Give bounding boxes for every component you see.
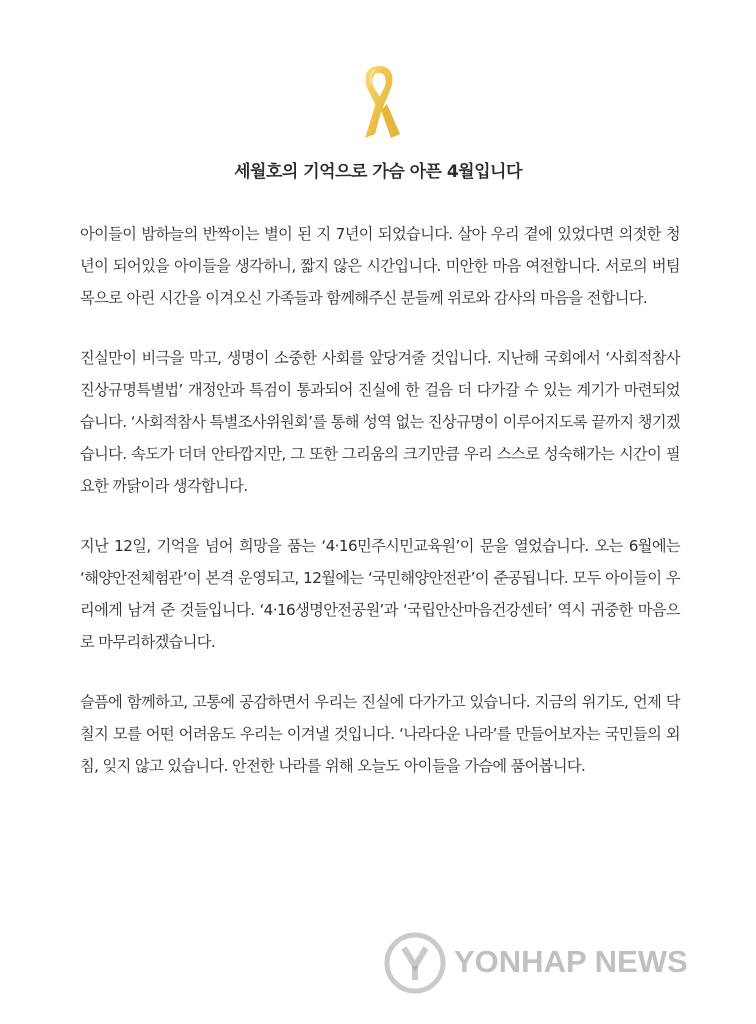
paragraph-2: 진실만이 비극을 막고, 생명이 소중한 사회를 앞당겨줄 것입니다. 지난해 국회에서 ‘사회적참사 진상규명특별법’ 개정안과 특검이 통과되어 진실에 한 걸음 더 다가갈 수 있는 계기가 마련되었습니다. ‘사회적참사 특별조사위원회’를 통해 성역 없는 진상규명이 이루어지도록 끝까지 챙기겠습니다. 속도가 더뎌 안타깝지만, 그 또한 그리움의 크기만큼 우리 스스로 성숙해가는 시간이 필요한 까닭이라 생각합니다.: [80, 349, 680, 495]
paragraph-4: 슬픔에 함께하고, 고통에 공감하면서 우리는 진실에 다가가고 있습니다. 지금의 위기도, 언제 닥칠지 모를 어떤 어려움도 우리는 이겨낼 것입니다. ‘나라다운 나라’를 만들어보자는 국민들의 외침, 잊지 않고 있습니다. 안전한 나라를 위해 오늘도 아이들을 가슴에 품어봅니다.: [80, 693, 680, 775]
yonhap-logo-icon: [384, 932, 446, 994]
letter-body: [80, 218, 680, 810]
paragraph-1: 아이들이 밤하늘의 반짝이는 별이 된 지 7년이 되었습니다. 살아 우리 곁에 있었다면 의젓한 청년이 되어있을 아이들을 생각하니, 짧지 않은 시간입니다. 미안한 마음 여전합니다. 서로의 버팀목으로 아린 시간을 이겨오신 가족들과 함께해주신 분들께 위로와 감사의 마음을 전합니다.: [80, 225, 680, 307]
page-title: 세월호의 기억으로 가슴 아픈 4월입니다: [234, 162, 522, 182]
watermark-text: YONHAP NEWS: [454, 944, 688, 979]
yellow-ribbon-icon: [355, 62, 403, 142]
paragraph-3: 지난 12일, 기억을 넘어 희망을 품는 ‘4·16민주시민교육원’이 문을 열었습니다. 오는 6월에는 ‘해양안전체험관’이 본격 운영되고, 12월에는 ‘국민해양안전관’이 준공됩니다. 모두 아이들이 우리에게 남겨 준 것들입니다. ‘4·16생명안전공원’과 ‘국립안산마음건강센터’ 역시 귀중한 마음으로 마무리하겠습니다.: [80, 537, 680, 651]
watermark: [384, 932, 744, 994]
